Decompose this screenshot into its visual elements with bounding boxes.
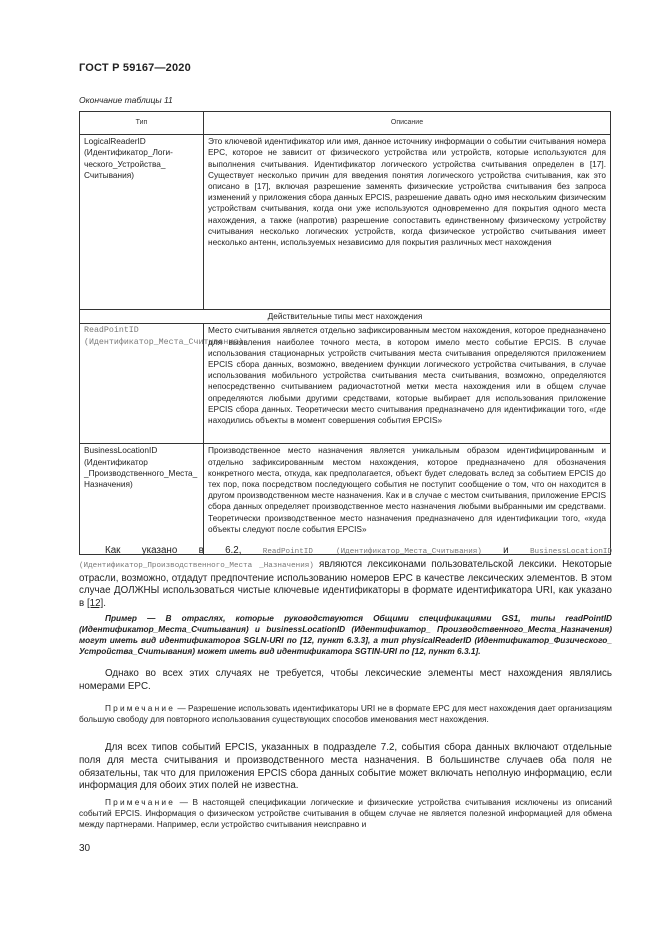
code-businesslocationid: BusinessLocationID (Идентификатор_Производственного_Места _Назначения)	[79, 548, 612, 570]
note-label: Примечание	[105, 703, 176, 713]
example-paragraph: Пример — В отраслях, которые руководствуются Общими спецификациями GS1, типы readPointID (Идентификатор_Места_Считывания) и businessLocationID (Идентификатор_ Производственного_Места_Назначения) могут иметь вид идентификаторов SGLN-URI по [12, пункт 6.3.3], а тип physicalReaderID (Идентификатор_Физического_ Устройства_Считывания) может иметь вид идентификатора SGTIN-URI по [12, пункт 6.3.1].	[79, 613, 612, 656]
note-1	[79, 703, 612, 725]
paragraph-3: Для всех типов событий EPCIS, указанных в подразделе 7.2, события сбора данных включают отдельные поля для места считывания и производственного места назначения. В большинстве случаев оба поля не обязательны, так что для приложения EPCIS сбора данных событие может включать неполную информацию, если информация для обоих этих полей не известна.	[79, 742, 612, 792]
table-row	[80, 135, 611, 310]
table-11	[79, 111, 611, 555]
code-readpointid: ReadPointID (Идентификатор_Места_Считывания)	[262, 548, 482, 556]
page-number: 30	[79, 843, 91, 854]
paragraph-text: .	[103, 598, 107, 610]
note-2	[79, 797, 612, 830]
table-row	[80, 444, 611, 555]
description-cell: Это ключевой идентификатор или имя, данное источнику информации о событии считывания номера EPC, которое не зависит от физического устройства или устройств, которые используются для выполнения считывания. Идентификатор логического устройства считывания определен в [17]. Существует несколько причин для введения понятия логического устройства считывания, как это описано в [17], включая разрешение заменять физические устройства считывания без запроса изменений у приложения сбора данных EPCIS, разрешение давать одно имя нескольким физическим устройствам считывания, когда они уже используются одновременно для покрытия одного места нахождения, а также (напротив) разрешение сопоставить единственному физическому устройству считывания несколько логических устройств, когда физическое устройство считывания имеет несколько антенн, используемых независимо для покрытия различных мест нахождения	[204, 135, 611, 310]
description-cell: Место считывания является отдельно зафиксированным местом нахождения, которое предназначено для выявления наиболее точного места, в котором имело место событие EPCIS. В случае использования стационарных устройств считывания места считывания определяются приложением EPCIS сбора данных, возможно, введением функции логического устройства считывания, в случае использования мобильного устройства считывания места считывания, возможно, определяются непосредственно считыванием радиочастотной метки места нахождения или в общем случае определяются любыми другими средствами, которые выбирает для использования приложение EPCIS сбора данных. Теоретически место считывания предназначено для идентификации того, «где находились объекты в момент совершения события EPCIS»	[204, 324, 611, 444]
section-title: Действительные типы мест нахождения	[80, 310, 611, 324]
column-header-description: Описание	[204, 112, 611, 135]
type-cell: ReadPointID (Идентификатор_Места_Считывания)	[80, 324, 204, 444]
note-label: Примечание	[105, 797, 176, 807]
note-text: — Разрешение использовать идентификаторы URI не в формате EPC для мест нахождения дает организациям большую свободу для повторного использования существующих способов именования мест нахождения.	[79, 703, 612, 724]
table-row	[80, 324, 611, 444]
paragraph-1	[79, 545, 612, 611]
type-cell: LogicalReaderID (Идентификатор_Логи-ческого_Устройства_ Считывания)	[80, 135, 204, 310]
section-row	[80, 310, 611, 324]
description-cell: Производственное место назначения является уникальным образом идентифицированным и отдельно зафиксированным местом нахождения, которое предназначено для обозначения конкретного места, откуда, как предполагается, объект будет следовать вслед за событием EPCIS до тех пор, пока посредством последующего события не поступит сообщение о том, что он находится в другом производственном месте назначения. Как и в случае с местом считывания, приложение EPCIS сбора данных определяет производственное место назначения любыми выбранными им средствами. Теоретически производственное место назначения предназначено для идентификации того, «куда объекты следуют после события EPCIS»	[204, 444, 611, 555]
paragraph-2: Однако во всех этих случаях не требуется, чтобы лексические элементы мест нахождения являлись номерами EPC.	[79, 668, 612, 692]
standard-header: ГОСТ Р 59167—2020	[79, 62, 191, 74]
table-caption: Окончание таблицы 11	[79, 95, 173, 105]
table-header-row	[80, 112, 611, 135]
paragraph-text: являются лексиконами пользовательской лексики. Некоторые отрасли, возможно, отдадут предпочтение использованию номеров EPC в качестве лексических элементов. В этом случае ДОЛЖНЫ использоваться чистые ключевые идентификаторы в формате идентификатора URI, как указано в	[79, 558, 612, 610]
reference-link[interactable]: [12]	[86, 598, 104, 610]
note-text: — В настоящей спецификации логические и физические устройства считывания исключены из описаний событий EPCIS. Информация о физическом устройстве считывания в общем случае не является полезной информацией для обмена между партнерами. Например, если устройство считывания неисправно и	[79, 797, 612, 829]
column-header-type: Тип	[80, 112, 204, 135]
paragraph-text: и	[481, 545, 530, 556]
paragraph-text: Как указано в 6.2,	[105, 545, 263, 556]
type-cell: BusinessLocationID (Идентификатор _Производственного_Места_ Назначения)	[80, 444, 204, 555]
